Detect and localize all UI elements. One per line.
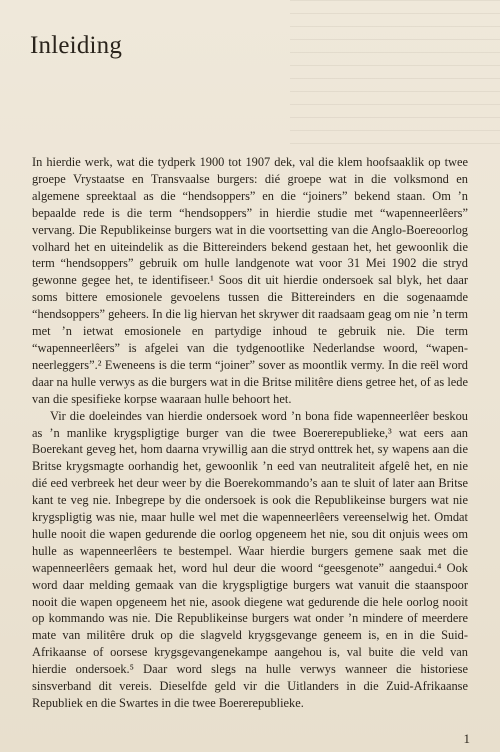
body-text (32, 154, 468, 712)
page-number: 1 (463, 731, 470, 746)
show-through-text (290, 0, 500, 150)
chapter-heading: Inleiding (30, 32, 123, 59)
paragraph-2: Vir die doeleindes van hierdie ondersoek word ’n bona fide wapenneerlêer beskou as ’n manlike krygspligtige burger van die twee Boererepublieke,³ wat eers aan Boerekant geveg het, hom daarna vrywillig aan die stryd onttrek het, sy wapens aan die Britse krygsmagte oorhandig het, gewoonlik ’n eed van neutraliteit afgelê het, en nie dié eed verbreek het deur weer by die Boerekommando’s aan te sluit of later aan Britse kant te veg nie. Inbegrepe by die ondersoek is ook die Republikeinse burgers wat nie krygspligtig was nie, maar hulle wel met die wapenneerlêers vereenselwig het. Omdat hulle nooit die wapen gedurende die oorlog opgeneem het nie, sou dit onjuis wees om hulle as wapenneerlêers te bestempel. Waar hierdie burgers gemene saak met die wapenneerlêers gemaak het, word hul deur die woord “geesgenote” aangedui.⁴ Ook word daar melding gemaak van die krygspligtige burgers wat vanuit die staanspoor nooit die wapen opgeneem het nie, asook diegene wat gedurende die hele oorlog nooit op kommando was nie. Die Republikeinse burgers wat onder ’n mindere of meerdere mate van militêre druk op die slagveld krygsgevange geneem is, en in die Suid-Afrikaanse of oorsese krygsgevangenekampe aangehou is, val buite die veld van hierdie ondersoek.⁵ Daar word slegs na hulle verwys wanneer die historiese sinsverband dit vereis. Dieselfde geld vir die Uitlanders in die Zuid-Afrikaanse Republiek en die Swartes in die twee Boererepublieke. (32, 408, 468, 710)
paragraph-1: In hierdie werk, wat die tydperk 1900 tot 1907 dek, val die klem hoofsaaklik op twee groepe Vrystaatse en Transvaalse burgers: dié groepe wat in die volksmond en algemene spreektaal as die “hendsoppers” en die “joiners” bekend staan. Om ’n bepaalde rede is die term “hendsoppers” in hierdie studie met “wapenneerlêers” vervang. Die Republikeinse burgers wat in die voortsetting van die Anglo-Boereoorlog volhard het en uiteindelik as die Bittereinders bekend gestaan het, het gewoonlik die term “hendsoppers” gebruik om hulle landgenote wat voor 31 Mei 1902 die stryd gewonne gegee het, te identifiseer.¹ Soos dit uit hierdie ondersoek sal blyk, het daar soms bittere emosionele gevoelens tussen die Bittereinders en die sogenaamde “hendsoppers” geheers. In die lig hiervan het skrywer dit raadsaam geag om nie ’n term met ’n ietwat emosionele en partydige inhoud te gebruik nie. Die term “wapenneerlêers” is afgelei van die tydgenootlike Nederlandse woord, “wapen-neerleggers”.² Eweneens is die term “joiner” sover as moontlik vermy. In die reël word daar na hulle verwys as die burgers wat in die Britse militêre diens getree het, of as lede van die spesifieke korpse waaraan hulle behoort het. (32, 155, 468, 406)
